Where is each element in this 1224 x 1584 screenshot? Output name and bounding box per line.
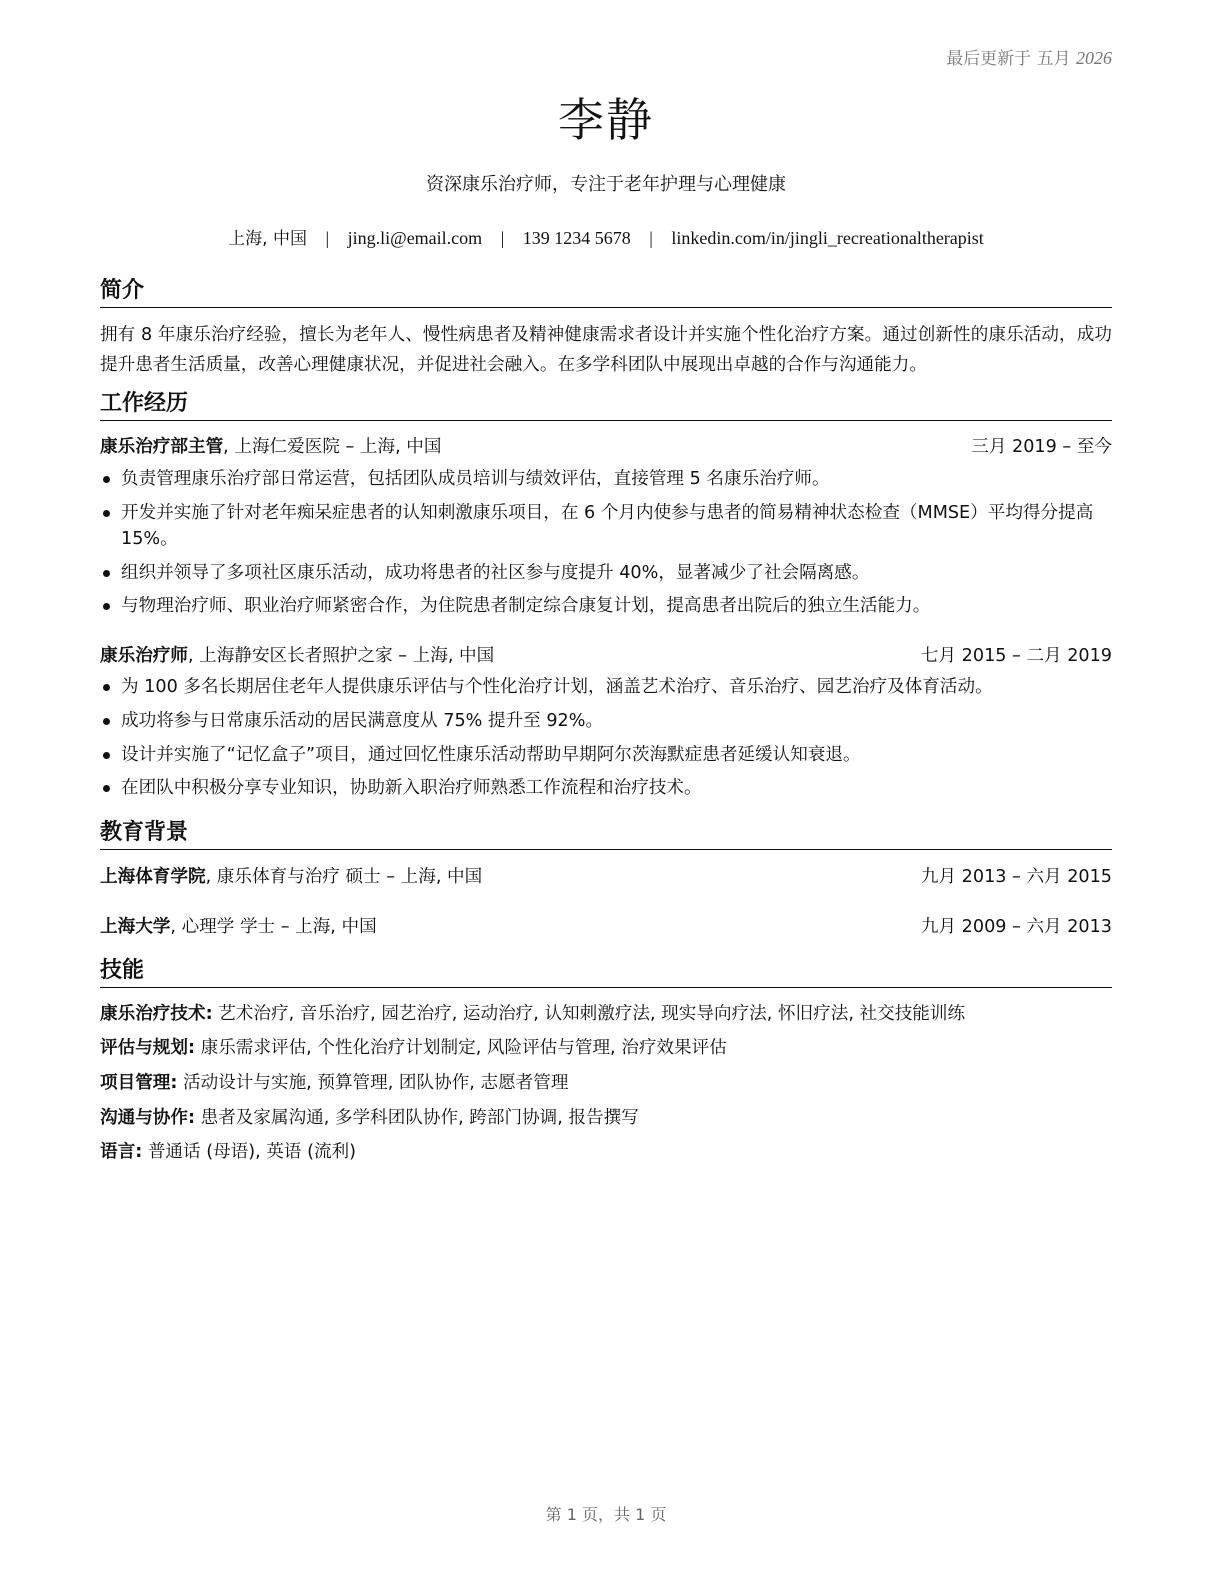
- last-updated-year: 2026: [1076, 48, 1112, 68]
- skill-line: [100, 1070, 1112, 1096]
- tagline: 资深康乐治疗师，专注于老年护理与心理健康: [426, 174, 786, 195]
- job-org: , 上海静安区长者照护之家 – 上海, 中国: [187, 646, 495, 666]
- bullet-item: 负责管理康乐治疗部日常运营，包括团队成员培训与绩效评估，直接管理 5 名康乐治疗师。: [100, 466, 1112, 492]
- bullet-item: 在团队中积极分享专业知识，协助新入职治疗师熟悉工作流程和治疗技术。: [100, 775, 1112, 801]
- education-school: 上海体育学院: [100, 867, 206, 887]
- contact-line: [100, 224, 1112, 249]
- skill-value: 艺术治疗, 音乐治疗, 园艺治疗, 运动治疗, 认知刺激疗法, 现实导向疗法, 怀旧疗法, 社交技能训练: [212, 1004, 966, 1024]
- contact-separator: |: [500, 228, 505, 248]
- skill-label: 项目管理:: [100, 1073, 178, 1093]
- last-updated: [946, 44, 1112, 69]
- education-dates: 九月 2013 – 六月 2015: [920, 867, 1112, 887]
- skill-value: 普通话 (母语), 英语 (流利): [142, 1142, 356, 1162]
- job-role: 康乐治疗部主管: [100, 437, 224, 457]
- section-title-education: 教育背景: [100, 819, 1112, 850]
- section-title-experience: 工作经历: [100, 390, 1112, 421]
- skill-label: 语言:: [100, 1142, 143, 1162]
- job-header: [100, 434, 1112, 460]
- education-dates: 九月 2009 – 六月 2013: [920, 917, 1112, 937]
- bullet-item: 成功将参与日常康乐活动的居民满意度从 75% 提升至 92%。: [100, 708, 1112, 734]
- skill-line: [100, 1001, 1112, 1027]
- bullet-item: 与物理治疗师、职业治疗师紧密合作，为住院患者制定综合康复计划，提高患者出院后的独立生活能力。: [100, 593, 1112, 619]
- education-detail: , 康乐体育与治疗 硕士 – 上海, 中国: [205, 867, 483, 887]
- education-school: 上海大学: [100, 917, 171, 937]
- job-org: , 上海仁爱医院 – 上海, 中国: [223, 437, 442, 457]
- bullet-item: 设计并实施了“记忆盒子”项目，通过回忆性康乐活动帮助早期阿尔茨海默症患者延缓认知衰退。: [100, 742, 1112, 768]
- bullet-item: 组织并领导了多项社区康乐活动，成功将患者的社区参与度提升 40%，显著减少了社会隔离感。: [100, 560, 1112, 586]
- contact-separator: |: [325, 228, 330, 248]
- skill-label: 评估与规划:: [100, 1038, 196, 1058]
- skill-value: 活动设计与实施, 预算管理, 团队协作, 志愿者管理: [177, 1073, 569, 1093]
- resume-page: [100, 0, 1112, 1584]
- person-name: 李静: [558, 93, 654, 147]
- education-detail: , 心理学 学士 – 上海, 中国: [170, 917, 377, 937]
- job-header: [100, 643, 1112, 669]
- skill-value: 康乐需求评估, 个性化治疗计划制定, 风险评估与管理, 治疗效果评估: [195, 1038, 727, 1058]
- skill-label: 康乐治疗技术:: [100, 1004, 213, 1024]
- last-updated-label: 最后更新于 五月: [946, 49, 1071, 69]
- contact-email[interactable]: jing.li@email.com: [347, 228, 483, 248]
- job-bullets: [100, 466, 1112, 627]
- skill-label: 沟通与协作:: [100, 1108, 196, 1128]
- summary-text: 拥有 8 年康乐治疗经验，擅长为老年人、慢性病患者及精神健康需求者设计并实施个性化治疗方案。通过创新性的康乐活动，成功提升患者生活质量，改善心理健康状况，并促进社会融入。在多学科团队中展现出卓越的合作与沟通能力。: [100, 325, 1112, 375]
- skill-line: [100, 1139, 1112, 1165]
- contact-location: 上海, 中国: [228, 229, 307, 249]
- contact-linkedin[interactable]: linkedin.com/in/jingli_recreationaltherapist: [671, 228, 984, 248]
- page-footer: 第 1 页，共 1 页: [545, 1505, 667, 1524]
- bullet-item: 为 100 多名长期居住老年人提供康乐评估与个性化治疗计划，涵盖艺术治疗、音乐治疗、园艺治疗及体育活动。: [100, 674, 1112, 700]
- bullet-item: 开发并实施了针对老年痴呆症患者的认知刺激康乐项目，在 6 个月内使参与患者的简易精神状态检查（MMSE）平均得分提高 15%。: [100, 500, 1112, 552]
- skill-line: [100, 1035, 1112, 1061]
- job-dates: 三月 2019 – 至今: [971, 437, 1112, 457]
- section-title-summary: 简介: [100, 277, 1112, 308]
- contact-separator: |: [649, 228, 653, 248]
- job-role: 康乐治疗师: [100, 646, 188, 666]
- education-item: [100, 914, 1112, 940]
- job-dates: 七月 2015 – 二月 2019: [920, 646, 1112, 666]
- section-title-skills: 技能: [100, 957, 1112, 988]
- skill-line: [100, 1105, 1112, 1131]
- job-bullets: [100, 674, 1112, 809]
- education-item: [100, 864, 1112, 890]
- contact-phone: 139 1234 5678: [522, 228, 631, 248]
- skill-value: 患者及家属沟通, 多学科团队协作, 跨部门协调, 报告撰写: [195, 1108, 639, 1128]
